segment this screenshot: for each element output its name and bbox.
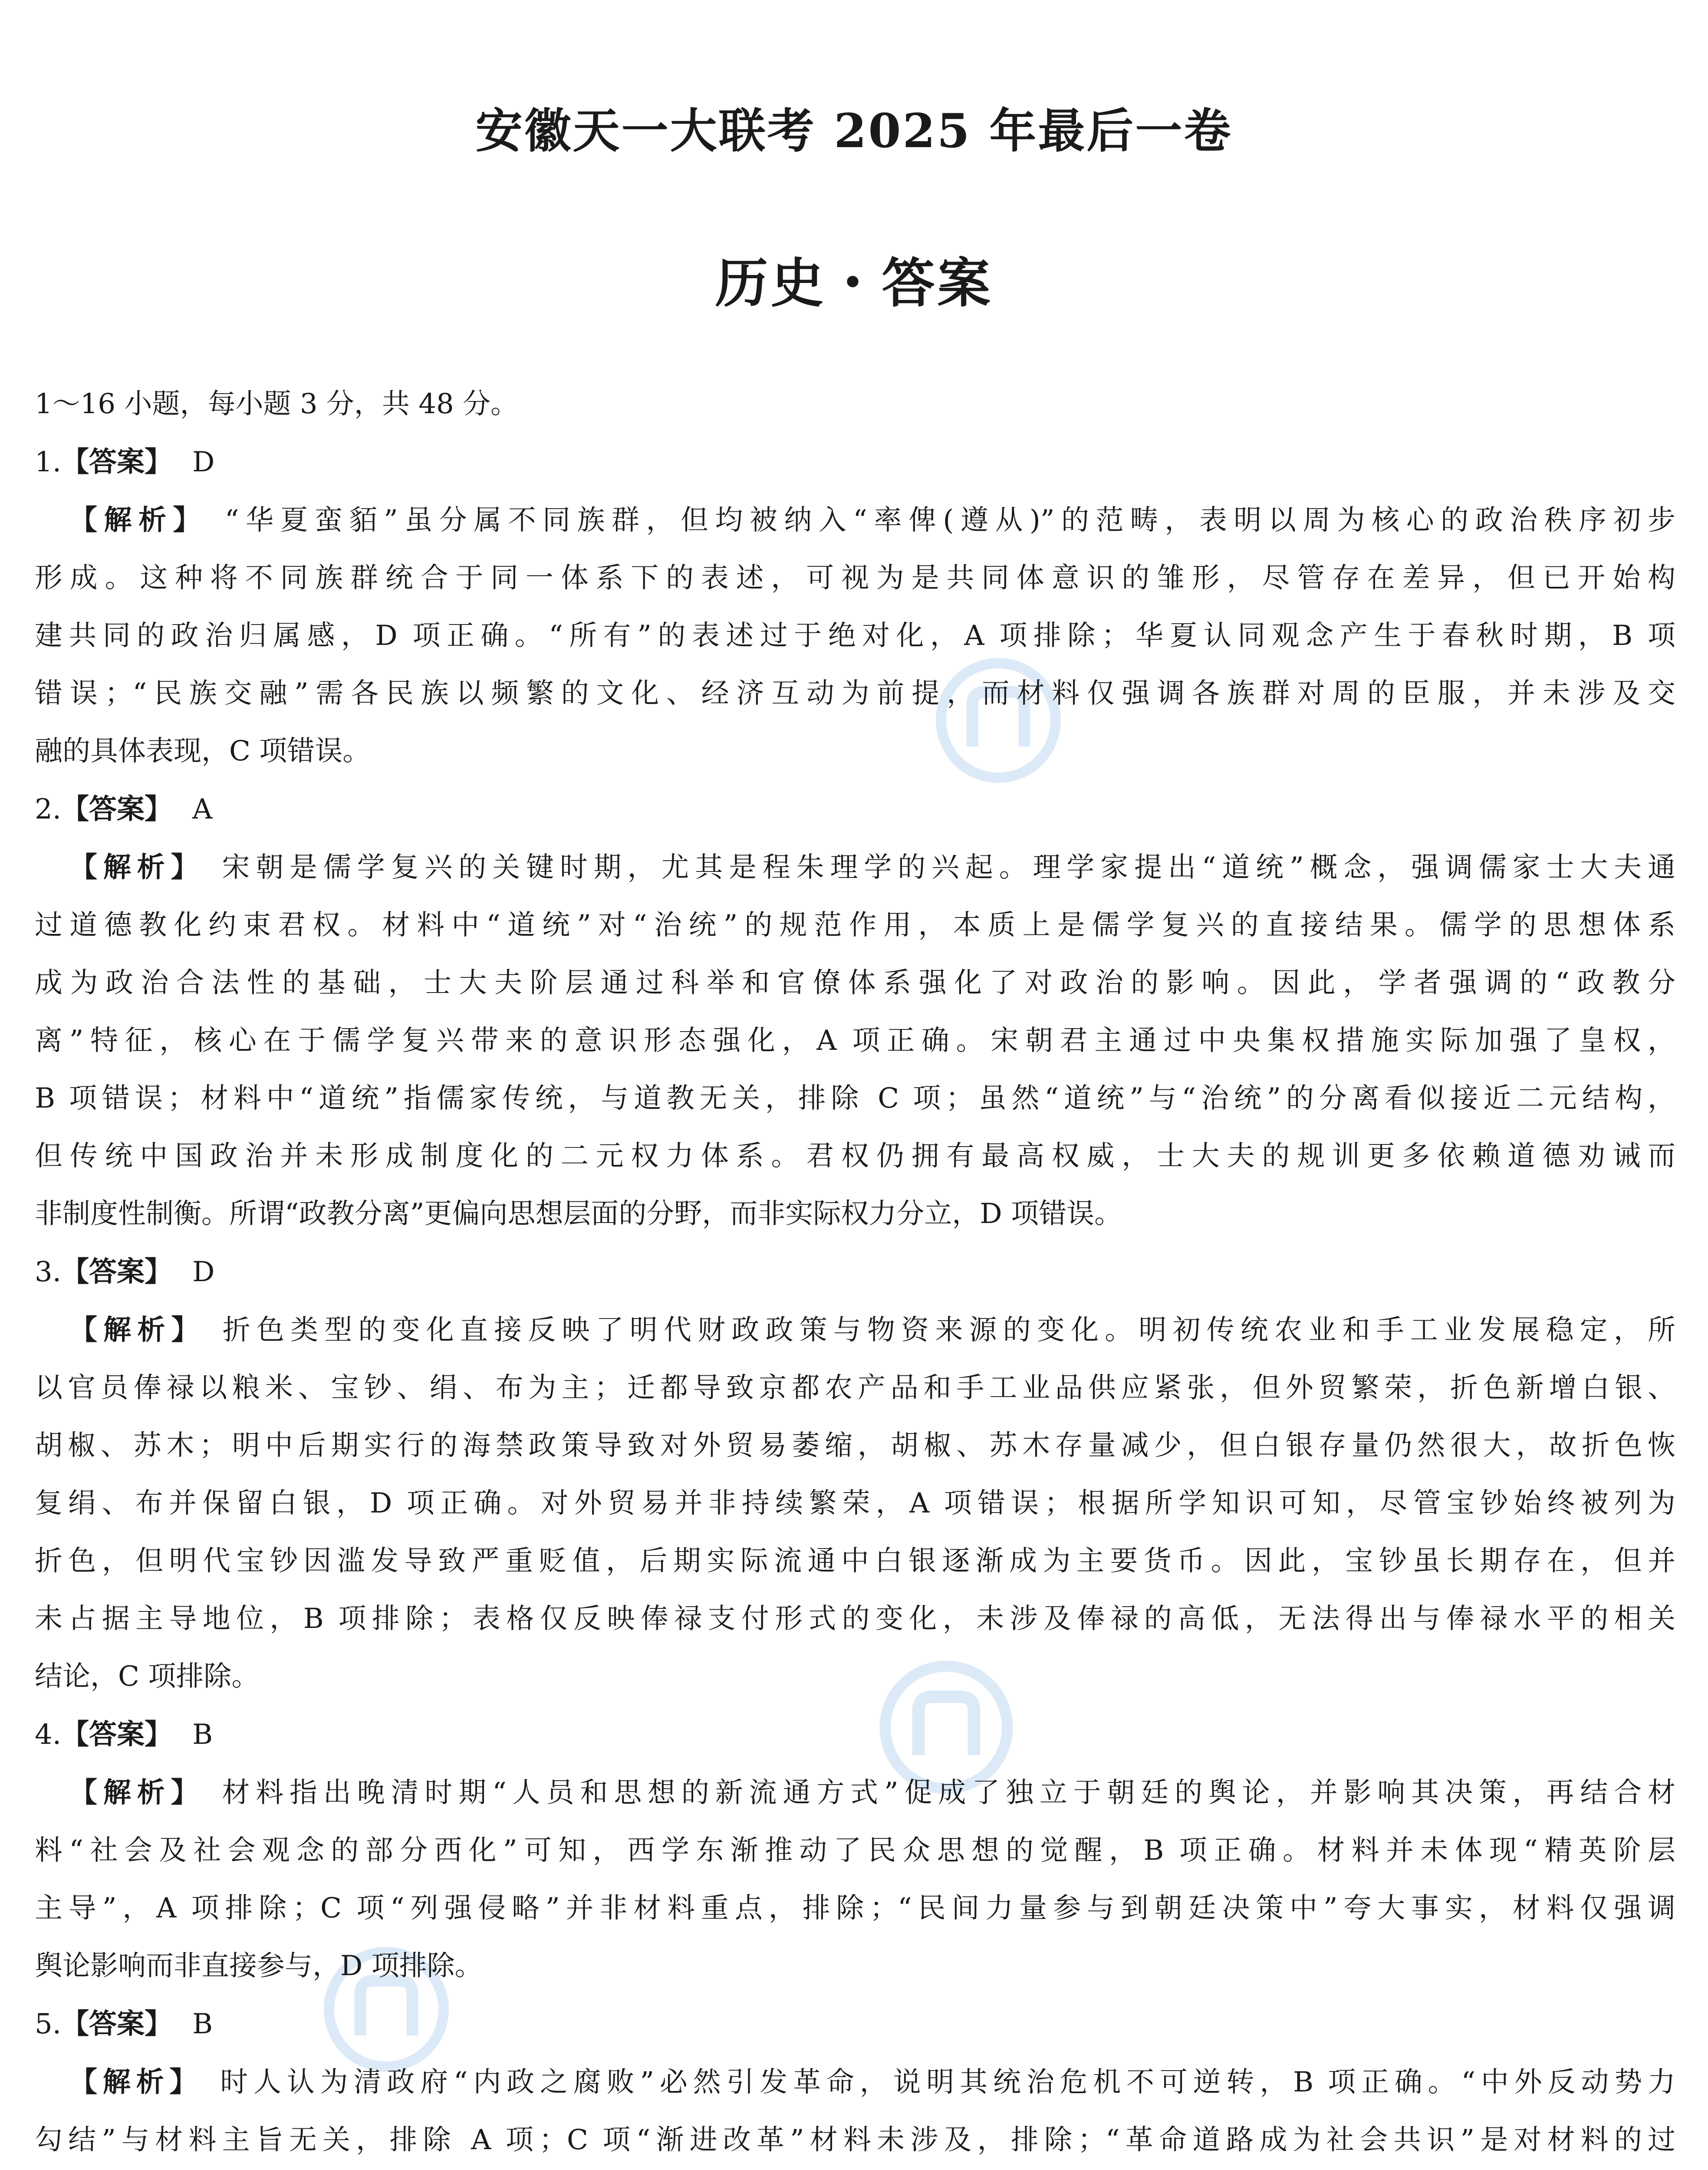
question-number: 1. [35, 446, 62, 478]
question-number: 2. [35, 793, 62, 825]
q1-analysis-line: 【解析】 “华夏蛮貊”虽分属不同族群，但均被纳入“率俾(遵从)”的范畴，表明以周为核心的政治秩序初步 [69, 504, 1675, 536]
q1-analysis-line: 融的具体表现，C 项错误。 [35, 735, 371, 767]
answer-label: 【答案】 [61, 1256, 173, 1288]
q3-answer [35, 1243, 1675, 1301]
q5-analysis-line: 勾结”与材料主旨无关，排除 A 项；C 项“渐进改革”材料未涉及，排除；“革命道路成为社会共识”是对材料的过 [35, 2124, 1675, 2156]
q1-analysis-line: 错误；“民族交融”需各民族以频繁的文化、经济互动为前提，而材料仅强调各族群对周的臣服，并未涉及交 [35, 677, 1675, 710]
answer-value: B [192, 1719, 213, 1751]
q2-analysis-line: 但传统中国政治并未形成制度化的二元权力体系。君权仍拥有最高权威，士大夫的规训更多依赖道德劝诫而 [35, 1140, 1675, 1172]
q2-analysis-line: 【解析】 宋朝是儒学复兴的关键时期，尤其是程朱理学的兴起。理学家提出“道统”概念，强调儒家士大夫通 [69, 851, 1676, 884]
q2-answer [35, 780, 1675, 838]
answer-label: 【答案】 [61, 793, 173, 825]
q3-analysis-line: 未占据主导地位，B 项排除；表格仅反映俸禄支付形式的变化，未涉及俸禄的高低，无法得出与俸禄水平的相关 [35, 1603, 1675, 1635]
q4-analysis-line: 【解析】 材料指出晚清时期“人员和思想的新流通方式”促成了独立于朝廷的舆论，并影响其决策，再结合材 [69, 1776, 1676, 1809]
q2-analysis-line: 离”特征，核心在于儒学复兴带来的意识形态强化，A 项正确。宋朝君主通过中央集权措施实际加强了皇权， [35, 1025, 1675, 1057]
page-subtitle: 历史・答案 [715, 252, 993, 314]
q3-analysis-line: 复绢、布并保留白银，D 项正确。对外贸易并非持续繁荣，A 项错误；根据所学知识可知，尽管宝钞始终被列为 [35, 1487, 1675, 1519]
q4-analysis-line: 主导”，A 项排除；C 项“列强侵略”并非材料重点，排除；“民间力量参与到朝廷决策中”夸大事实，材料仅强调 [35, 1892, 1675, 1924]
q1-analysis-line: 建共同的政治归属感，D 项正确。“所有”的表述过于绝对化，A 项排除；华夏认同观念产生于春秋时期，B 项 [35, 620, 1675, 652]
q5-analysis-line: 【解析】 时人认为清政府“内政之腐败”必然引发革命，说明其统治危机不可逆转，B 项正确。“中外反动势力 [69, 2066, 1676, 2098]
intro-text: 1～16 小题，每小题 3 分，共 48 分。 [35, 388, 519, 420]
q4-analysis-line: 舆论影响而非直接参与，D 项排除。 [35, 1950, 483, 1982]
answer-label: 【答案】 [61, 446, 173, 478]
q4-answer [35, 1706, 1675, 1764]
answer-content [35, 375, 1675, 2170]
q3-analysis-line: 以官员俸禄以粮米、宝钞、绢、布为主；迁都导致京都农产品和手工业品供应紧张，但外贸繁荣，折色新增白银、 [35, 1372, 1675, 1404]
q1-answer [35, 433, 1675, 491]
q2-analysis-line: B 项错误；材料中“道统”指儒家传统，与道教无关，排除 C 项；虽然“道统”与“治统”的分离看似接近二元结构， [35, 1082, 1675, 1115]
question-number: 4. [35, 1719, 62, 1751]
q1-analysis-line: 形成。这种将不同族群统合于同一体系下的表述，可视为是共同体意识的雏形，尽管存在差异，但已开始构 [35, 562, 1675, 594]
analysis-label: 【解析】 [69, 504, 207, 536]
q3-analysis-line: 胡椒、苏木；明中后期实行的海禁政策导致对外贸易萎缩，胡椒、苏木存量减少，但白银存量仍然很大，故折色恢 [35, 1430, 1675, 1462]
analysis-label: 【解析】 [69, 851, 205, 884]
q3-analysis-line: 结论，C 项排除。 [35, 1660, 260, 1693]
answer-value: B [192, 2008, 213, 2040]
q3-analysis-line: 【解析】 折色类型的变化直接反映了明代财政政策与物资来源的变化。明初传统农业和手工业发展稳定，所 [69, 1314, 1676, 1346]
question-number: 5. [35, 2008, 62, 2040]
analysis-label: 【解析】 [69, 1776, 205, 1809]
q2-analysis-line: 过道德教化约束君权。材料中“道统”对“治统”的规范作用，本质上是儒学复兴的直接结果。儒学的思想体系 [35, 909, 1675, 941]
page-title: 安徽天一大联考 2025 年最后一卷 [475, 104, 1233, 158]
q5-answer [35, 1995, 1675, 2053]
q2-analysis-line: 非制度性制衡。所谓“政教分离”更偏向思想层面的分野，而非实际权力分立，D 项错误。 [35, 1198, 1122, 1230]
answer-label: 【答案】 [61, 1718, 173, 1751]
answer-value: D [192, 446, 215, 478]
q4-analysis-line: 料“社会及社会观念的部分西化”可知，西学东渐推动了民众思想的觉醒，B 项正确。材料并未体现“精英阶层 [35, 1835, 1675, 1867]
analysis-label: 【解析】 [69, 2066, 203, 2098]
answer-label: 【答案】 [61, 2008, 173, 2040]
q2-analysis-line: 成为政治合法性的基础，士大夫阶层通过科举和官僚体系强化了对政治的影响。因此，学者强调的“政教分 [35, 967, 1675, 999]
analysis-label: 【解析】 [69, 1314, 205, 1346]
answer-value: D [192, 1256, 215, 1288]
q3-analysis-line: 折色，但明代宝钞因滥发导致严重贬值，后期实际流通中白银逐渐成为主要货币。因此，宝钞虽长期存在，但并 [35, 1545, 1675, 1577]
answer-value: A [192, 793, 213, 825]
question-number: 3. [35, 1256, 62, 1288]
